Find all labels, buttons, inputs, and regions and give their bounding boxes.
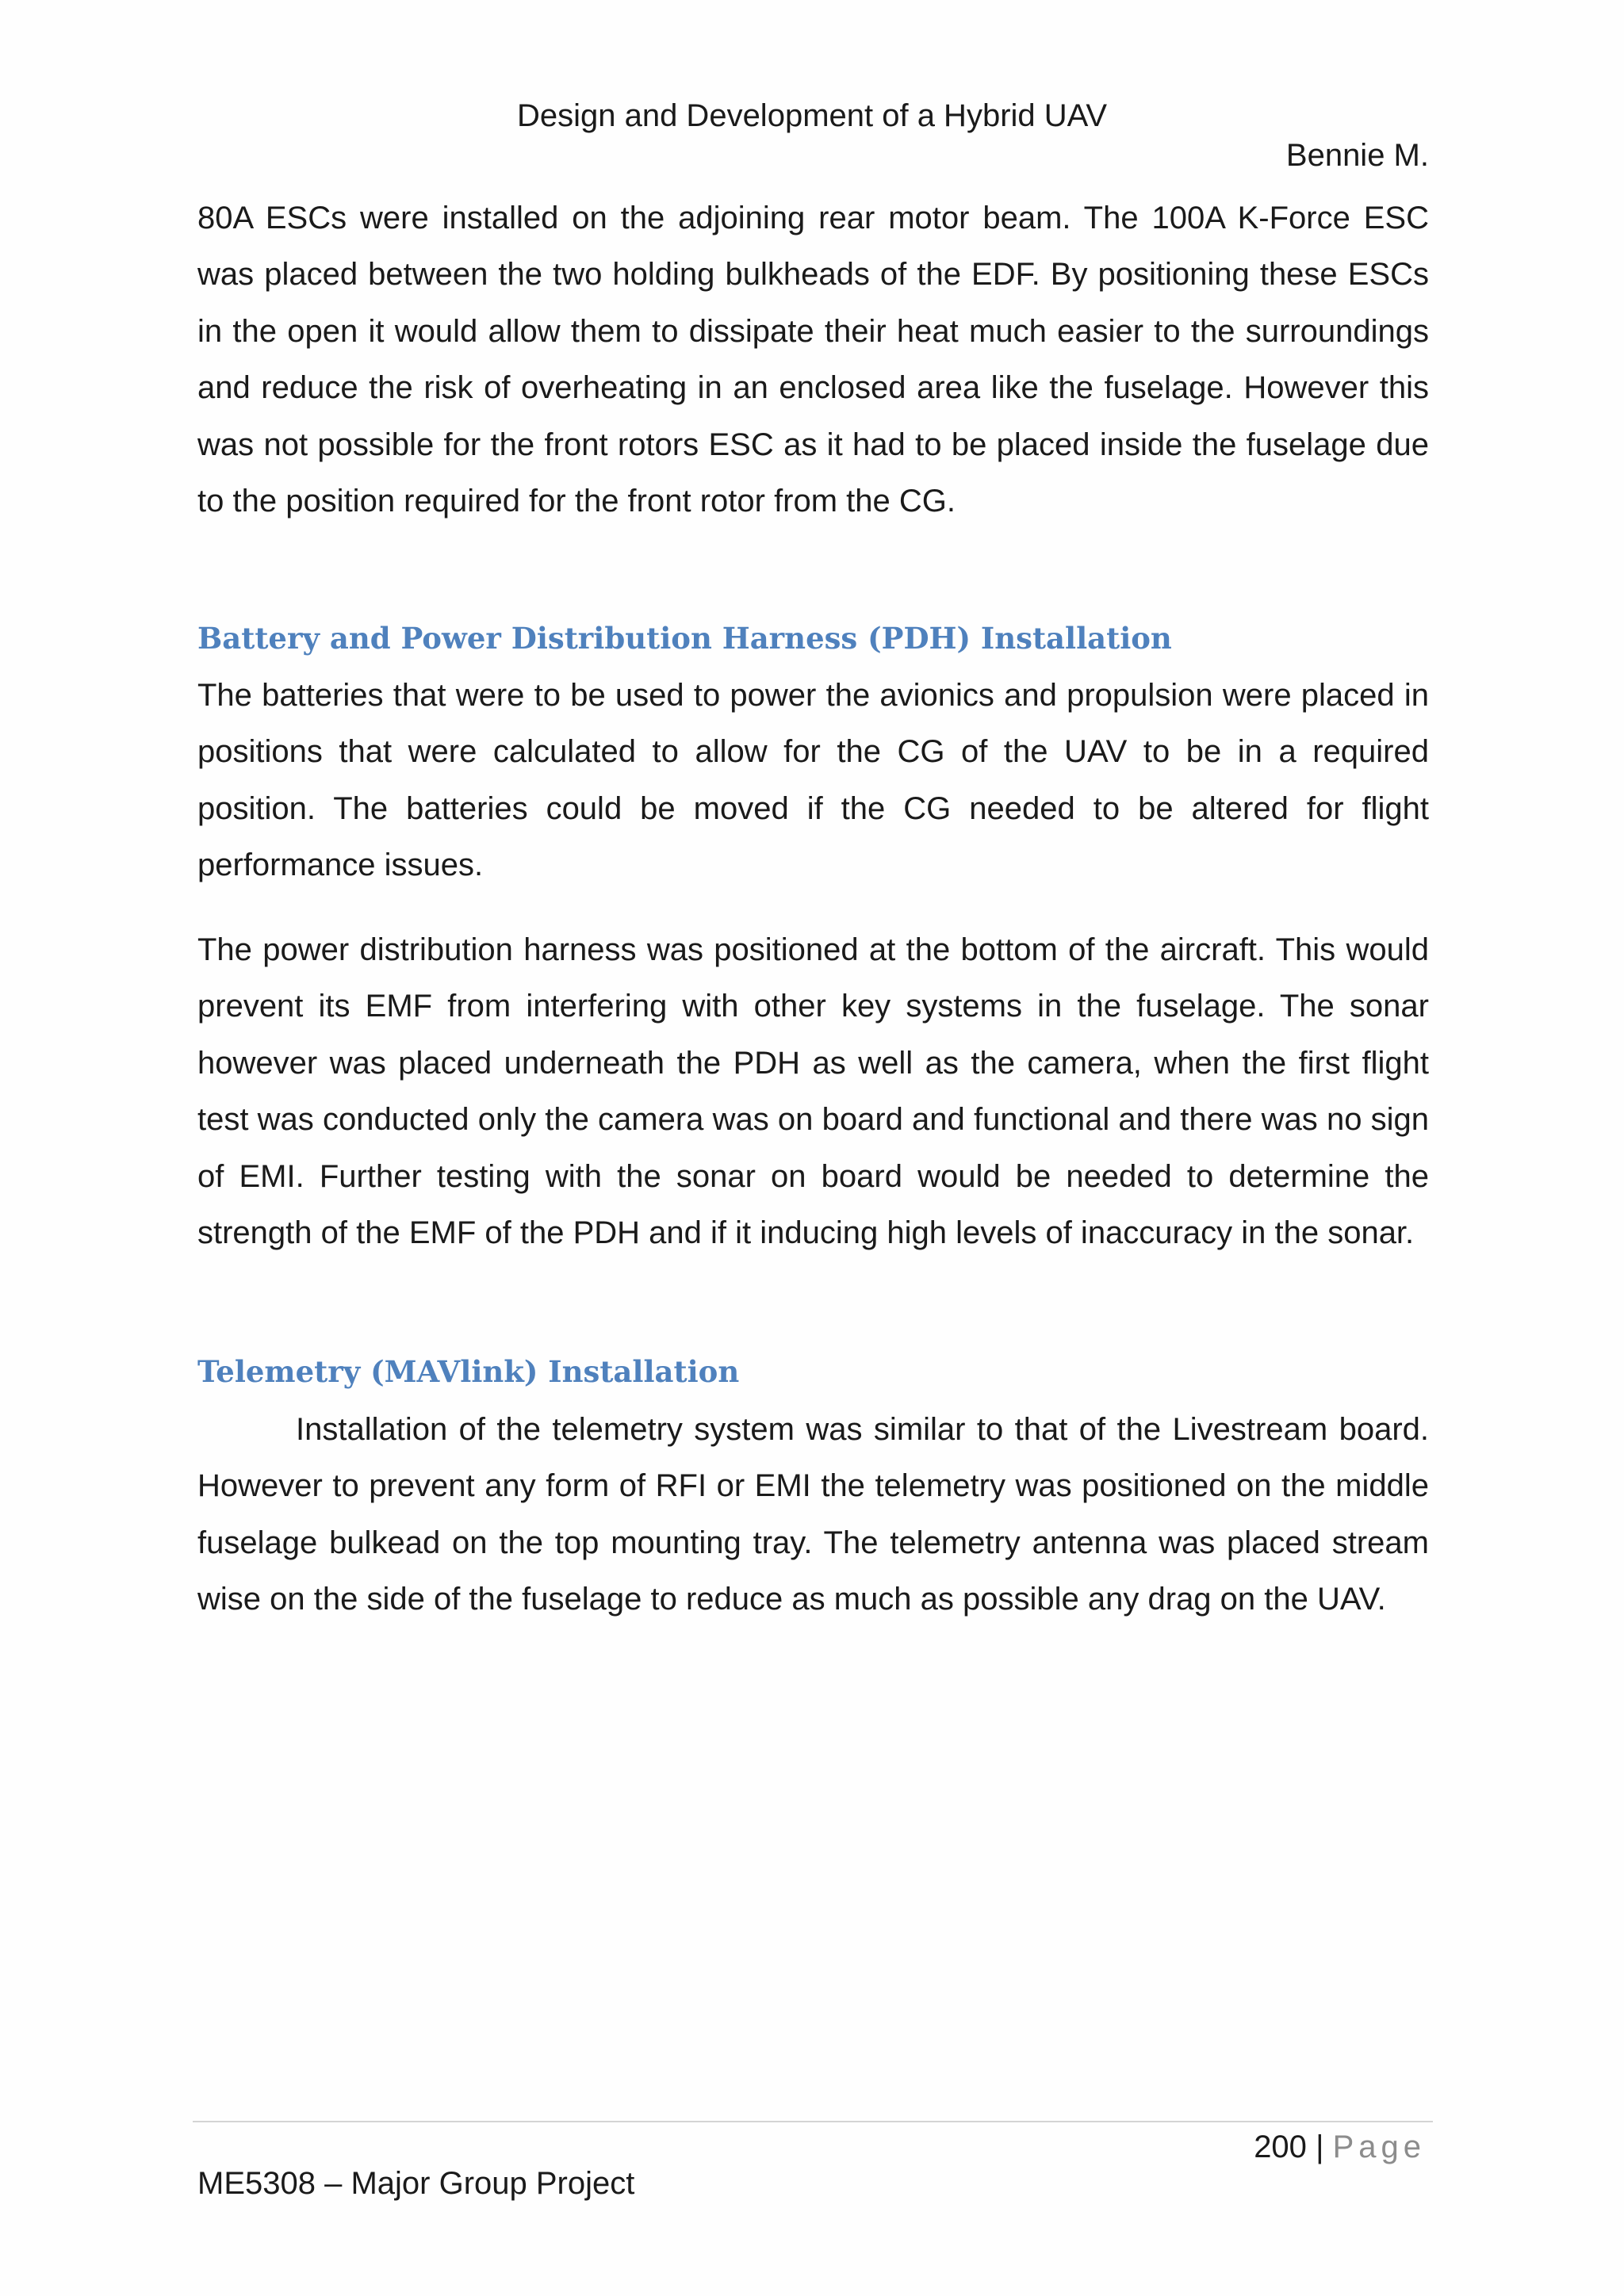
page-number: 200: [1254, 2130, 1307, 2164]
paragraph-pdh-placement: The power distribution harness was positioned at the bottom of the aircraft. This would prevent its EMF from interfering with other key systems in the fuselage. The sonar however was placed underneath the PDH as well as the camera, when the first flight test was conducted only the camera was on board and functional and there was no sign of EMI. Further testing with the sonar on board would be needed to determine the strength of the EMF of the PDH and if it inducing high levels of inaccuracy in the sonar.: [197, 932, 1429, 1251]
footer-divider: [193, 2121, 1433, 2122]
running-header-author: Bennie M.: [1285, 138, 1429, 173]
page-number-separator: |: [1316, 2130, 1324, 2164]
section-heading-battery-pdh: Battery and Power Distribution Harness (PDH) Installation: [197, 621, 1172, 656]
running-header-title: Design and Development of a Hybrid UAV: [516, 98, 1108, 133]
page-number-label: [1254, 2125, 1426, 2169]
paragraph-esc-placement: 80A ESCs were installed on the adjoining rear motor beam. The 100A K-Force ESC was placed between the two holding bulkheads of the EDF. By positioning these ESCs in the open it would allow them to dissipate their heat much easier to the surroundings and reduce the risk of overheating in an enclosed area like the fuselage. However this was not possible for the front rotors ESC as it had to be placed inside the fuselage due to the position required for the front rotor from the CG.: [197, 201, 1429, 519]
footer-course-title: ME5308 – Major Group Project: [197, 2166, 635, 2201]
page-word: Page: [1332, 2130, 1426, 2164]
paragraph-telemetry-installation: Installation of the telemetry system was similar to that of the Livestream board. However to prevent any form of RFI or EMI the telemetry was positioned on the middle fuselage bulkead on the top mounting tray. The telemetry antenna was placed stream wise on the side of the fuselage to reduce as much as possible any drag on the UAV.: [197, 1412, 1429, 1617]
section-heading-telemetry: Telemetry (MAVlink) Installation: [197, 1354, 740, 1389]
paragraph-battery-placement: The batteries that were to be used to power the avionics and propulsion were placed in positions that were calculated to allow for the CG of the UAV to be in a required position. The batteries could be moved if the CG needed to be altered for flight performance issues.: [197, 678, 1429, 883]
